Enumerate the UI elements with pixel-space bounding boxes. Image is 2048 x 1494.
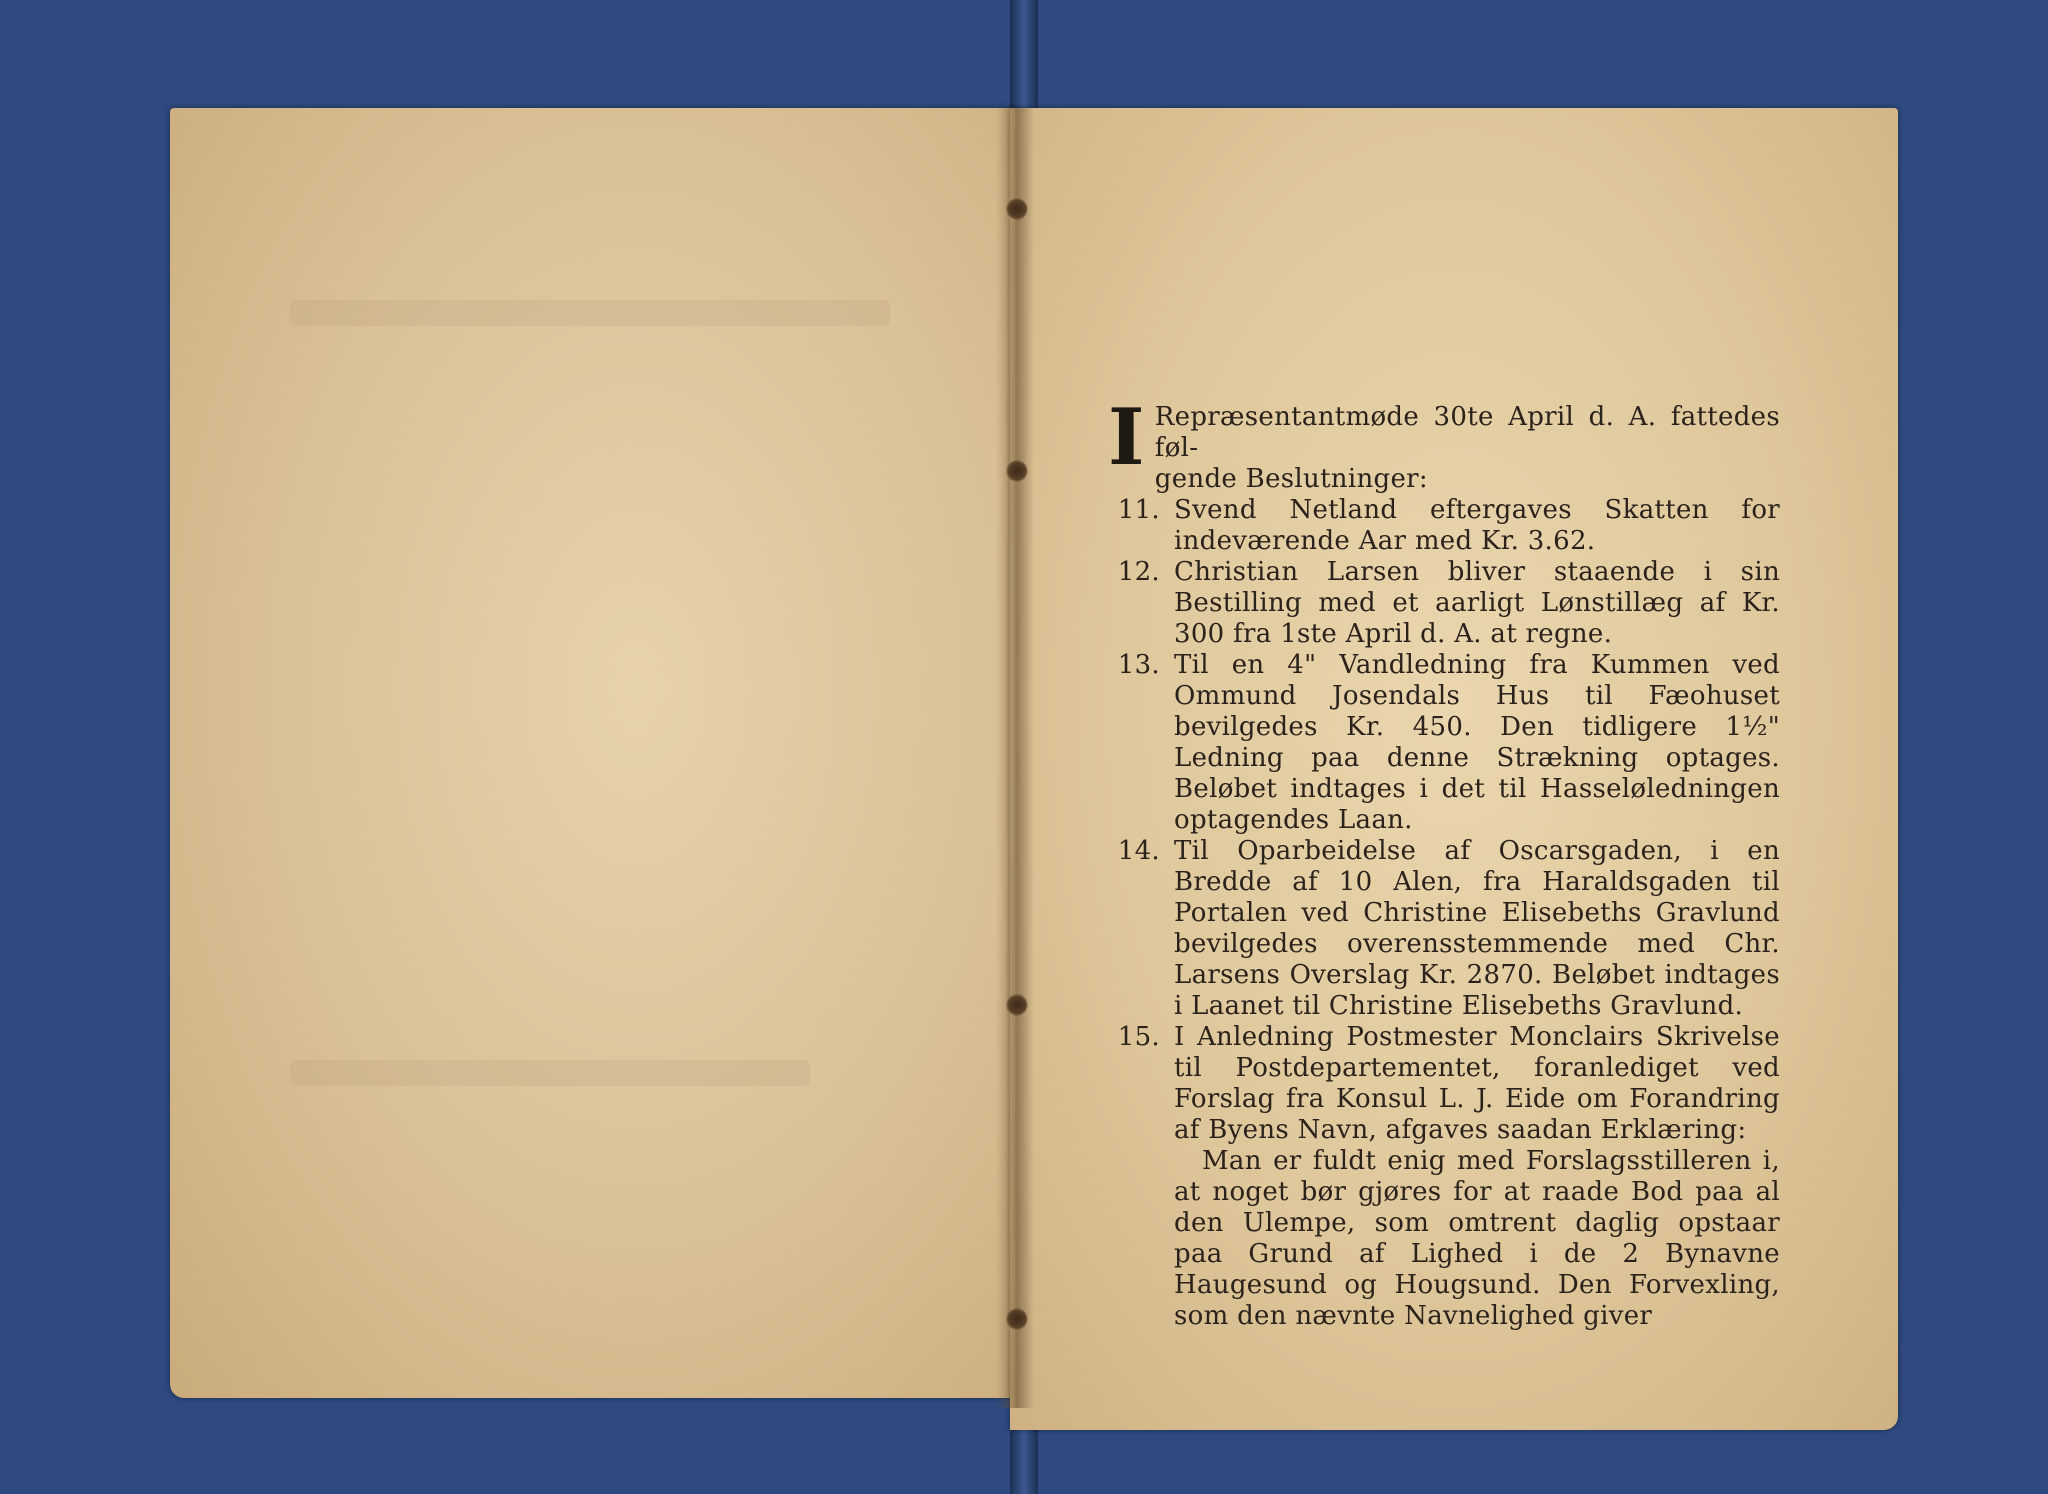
resolution-item-14 <box>1108 836 1780 1022</box>
item-text: I Anledning Postmester Monclairs Skrivelse til Postdepartementet, foranlediget ved Forslag fra Konsul L. J. Eide om Forandring af Byens Navn, afgaves saadan Erklæring: <box>1174 1022 1780 1145</box>
item-number: 12. <box>1117 557 1160 587</box>
item-number: 13. <box>1117 650 1160 680</box>
binding-stitch-hole <box>1006 1308 1028 1330</box>
page-text <box>1108 392 1780 1332</box>
resolution-item-13 <box>1108 650 1780 836</box>
book-gutter <box>996 108 1034 1408</box>
intro-continuation: gende Beslutninger: <box>1154 464 1428 494</box>
binding-stitch-hole <box>1006 198 1028 220</box>
intro-paragraph <box>1108 392 1780 495</box>
item-number: 14. <box>1117 836 1160 866</box>
drop-cap-initial: I <box>1108 392 1145 483</box>
item-text: Svend Netland eftergaves Skatten for indeværende Aar med Kr. 3.62. <box>1174 495 1780 556</box>
item-text: Til Oparbeidelse af Oscarsgaden, i en Bredde af 10 Alen, fra Haraldsgaden til Portalen ved Christine Elisebeths Gravlund bevilgedes overensstemmende med Chr. Larsens Overslag Kr. 2870. Beløbet indtages i Laanet til Christine Elisebeths Gravlund. <box>1174 836 1780 1021</box>
binding-stitch-hole <box>1006 994 1028 1016</box>
resolution-item-15 <box>1108 1022 1780 1332</box>
item-text: Til en 4" Vandledning fra Kummen ved Ommund Josendals Hus til Fæohuset bevilgedes Kr. 450. Den tidligere 1½" Ledning paa denne Strækning optages. Beløbet indtages i det til Hasseløledningen optagendes Laan. <box>1174 650 1780 835</box>
resolution-item-12 <box>1108 557 1780 650</box>
declaration-quote: Man er fuldt enig med Forslagsstilleren i, at noget bør gjøres for at raade Bod paa al den Ulempe, som omtrent daglig opstaar paa Grund af Lighed i de 2 Bynavne Haugesund og Hougsund. Den Forvexling, som den nævnte Navnelighed giver <box>1174 1146 1780 1331</box>
bleed-through-shadow <box>290 300 890 326</box>
bleed-through-shadow <box>290 1060 810 1086</box>
resolution-item-11 <box>1108 495 1780 557</box>
item-number: 15. <box>1117 1022 1160 1052</box>
item-number: 11. <box>1117 495 1160 525</box>
item-text: Christian Larsen bliver staaende i sin Bestilling med et aarligt Lønstillæg af Kr. 300 fra 1ste April d. A. at regne. <box>1174 557 1780 649</box>
intro-first-line: Repræsentantmøde 30te April d. A. fattedes føl- <box>1154 402 1780 463</box>
binding-stitch-hole <box>1006 460 1028 482</box>
